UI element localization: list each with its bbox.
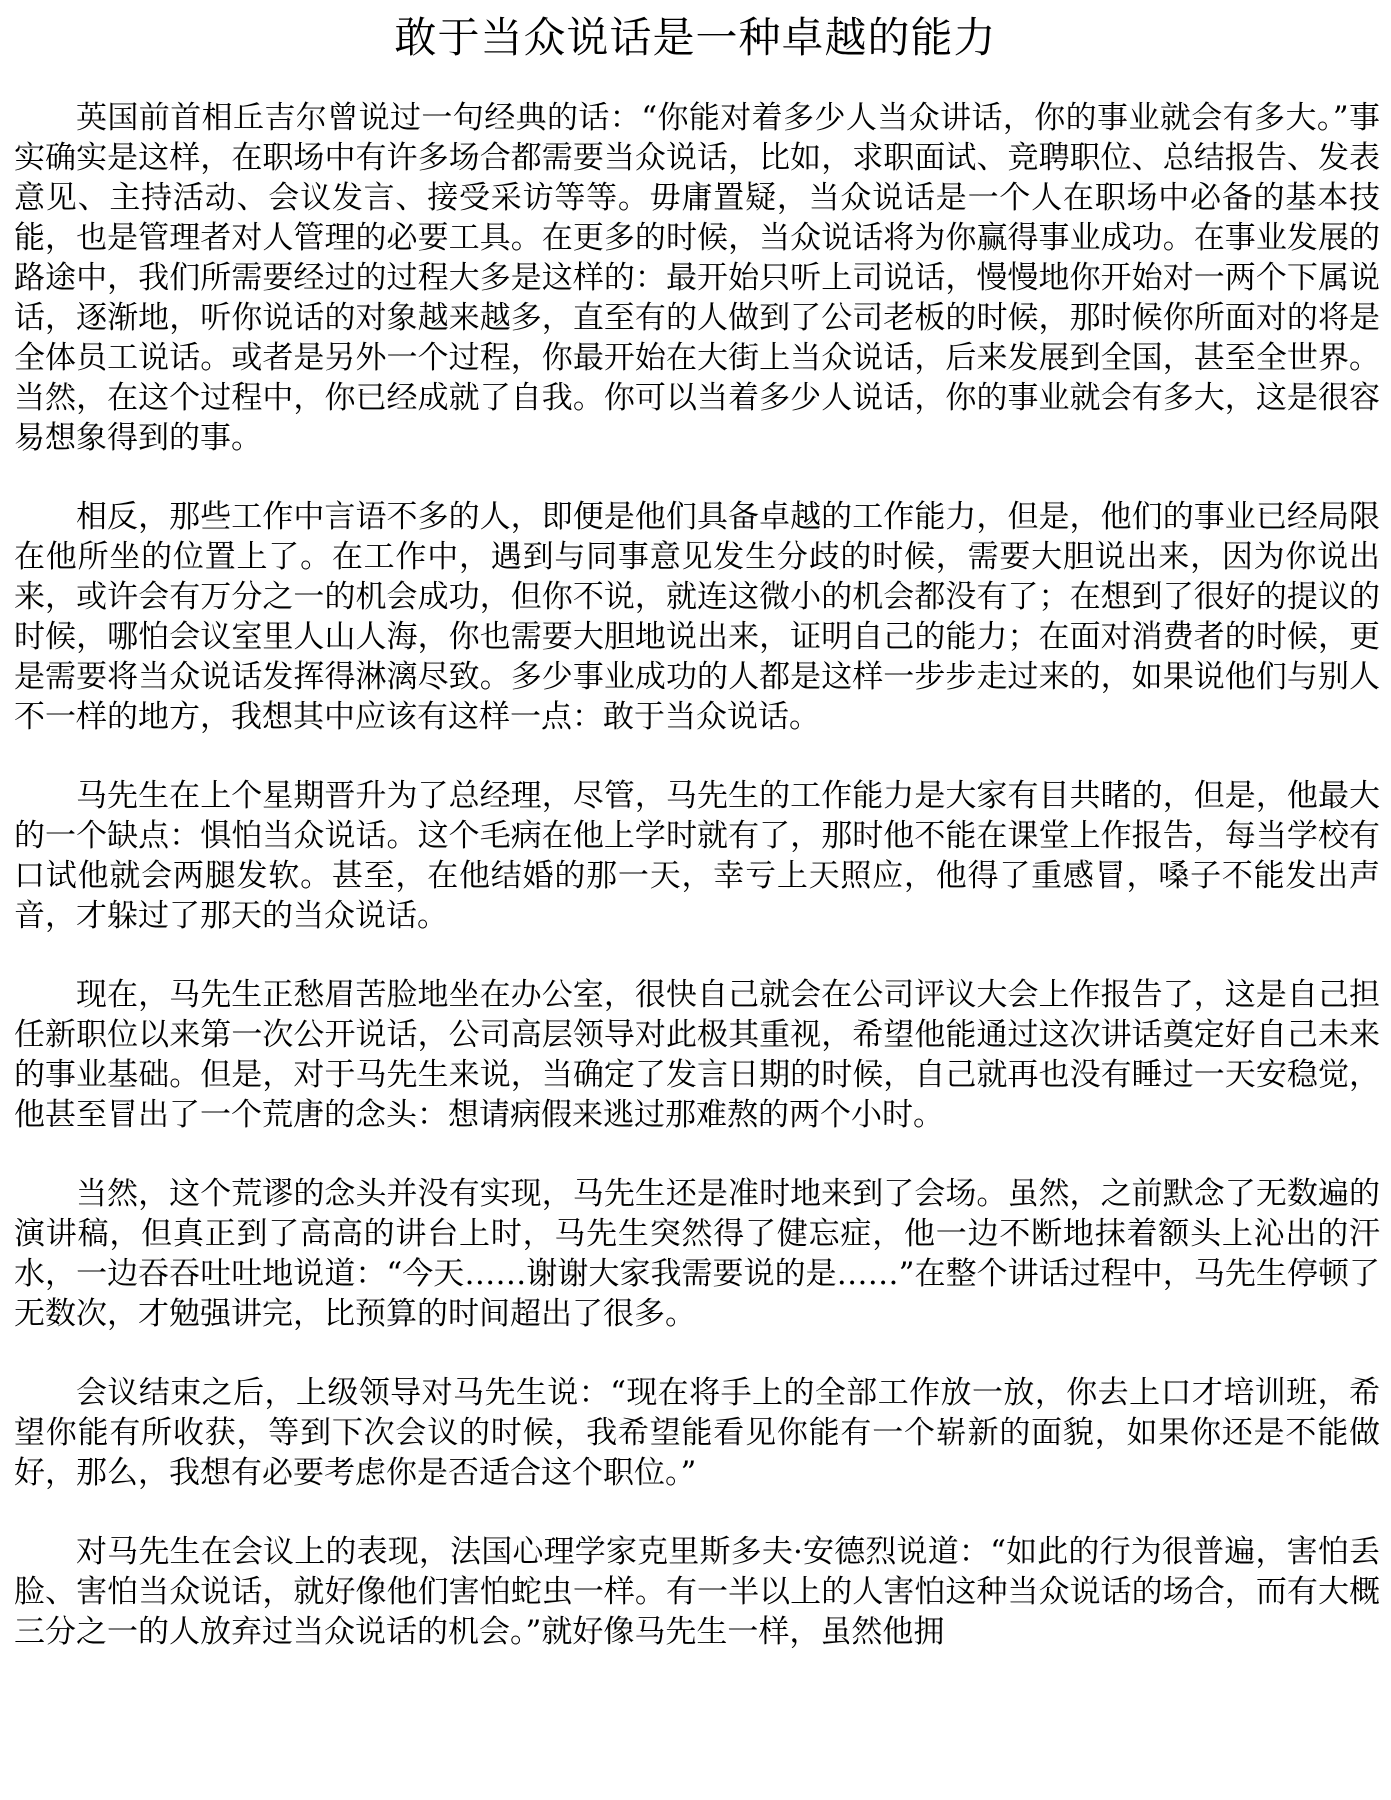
paragraph-2: 相反，那些工作中言语不多的人，即便是他们具备卓越的工作能力，但是，他们的事业已经局限在他所坐的位置上了。在工作中，遇到与同事意见发生分歧的时候，需要大胆说出来，因为你说出来，或许会有万分之一的机会成功，但你不说，就连这微小的机会都没有了；在想到了很好的提议的时候，哪怕会议室里人山人海，你也需要大胆地说出来，证明自己的能力；在面对消费者的时候，更是需要将当众说话发挥得淋漓尽致。多少事业成功的人都是这样一步步走过来的，如果说他们与别人不一样的地方，我想其中应该有这样一点：敢于当众说话。 [14, 499, 1380, 735]
paragraph-3: 马先生在上个星期晋升为了总经理，尽管，马先生的工作能力是大家有目共睹的，但是，他最大的一个缺点：惧怕当众说话。这个毛病在他上学时就有了，那时他不能在课堂上作报告，每当学校有口试他就会两腿发软。甚至，在他结婚的那一天，幸亏上天照应，他得了重感冒，嗓子不能发出声音，才躲过了那天的当众说话。 [14, 778, 1380, 934]
document-body [14, 98, 1380, 1691]
paragraph-7: 对马先生在会议上的表现，法国心理学家克里斯多夫·安德烈说道：“如此的行为很普遍，害怕丢脸、害怕当众说话，就好像他们害怕蛇虫一样。有一半以上的人害怕这种当众说话的场合，而有大概三分之一的人放弃过当众说话的机会。”就好像马先生一样，虽然他拥 [14, 1534, 1380, 1650]
document-title: 敢于当众说话是一种卓越的能力 [394, 13, 997, 62]
paragraph-1: 英国前首相丘吉尔曾说过一句经典的话：“你能对着多少人当众讲话，你的事业就会有多大。”事实确实是这样，在职场中有许多场合都需要当众说话，比如，求职面试、竞聘职位、总结报告、发表意见、主持活动、会议发言、接受采访等等。毋庸置疑，当众说话是一个人在职场中必备的基本技能，也是管理者对人管理的必要工具。在更多的时候，当众说话将为你赢得事业成功。在事业发展的路途中，我们所需要经过的过程大多是这样的：最开始只听上司说话，慢慢地你开始对一两个下属说话，逐渐地，听你说话的对象越来越多，直至有的人做到了公司老板的时候，那时候你所面对的将是全体员工说话。或者是另外一个过程，你最开始在大街上当众说话，后来发展到全国，甚至全世界。当然，在这个过程中，你已经成就了自我。你可以当着多少人说话，你的事业就会有多大，这是很容易想象得到的事。 [14, 100, 1380, 456]
paragraph-4: 现在，马先生正愁眉苦脸地坐在办公室，很快自己就会在公司评议大会上作报告了，这是自己担任新职位以来第一次公开说话，公司高层领导对此极其重视，希望他能通过这次讲话奠定好自己未来的事业基础。但是，对于马先生来说，当确定了发言日期的时候，自己就再也没有睡过一天安稳觉，他甚至冒出了一个荒唐的念头：想请病假来逃过那难熬的两个小时。 [14, 977, 1380, 1133]
paragraph-5: 当然，这个荒谬的念头并没有实现，马先生还是准时地来到了会场。虽然，之前默念了无数遍的演讲稿，但真正到了高高的讲台上时，马先生突然得了健忘症，他一边不断地抹着额头上沁出的汗水，一边吞吞吐吐地说道：“今天……谢谢大家我需要说的是……”在整个讲话过程中，马先生停顿了无数次，才勉强讲完，比预算的时间超出了很多。 [14, 1176, 1380, 1332]
paragraph-6: 会议结束之后，上级领导对马先生说：“现在将手上的全部工作放一放，你去上口才培训班，希望你能有所收获，等到下次会议的时候，我希望能看见你能有一个崭新的面貌，如果你还是不能做好，那么，我想有必要考虑你是否适合这个职位。” [14, 1375, 1380, 1491]
